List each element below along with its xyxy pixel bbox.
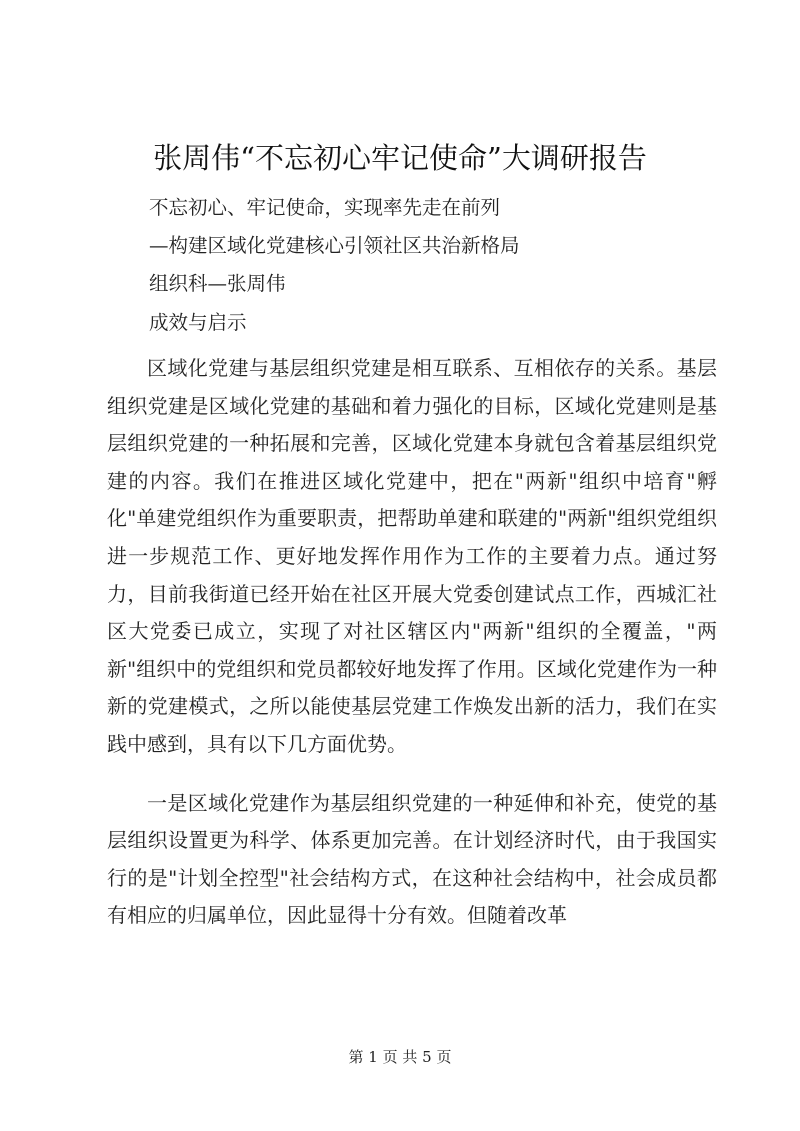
subtitle-line: 不忘初心、牢记使命，实现率先走在前列 <box>149 196 501 219</box>
document-title: 张周伟“不忘初心牢记使命”大调研报告 <box>153 141 647 175</box>
body-paragraph: 区域化党建与基层组织党建是相互联系、互相依存的关系。基层组织党建是区域化党建的基础和着力强化的目标，区域化党建则是基层组织党建的一种拓展和完善，区域化党建本身就包含着基层组织党建的内容。我们在推进区域化党建中，把在"两新"组织中培育"孵化"单建党组织作为重要职责，把帮助单建和联建的"两新"组织党组织进一步规范工作、更好地发挥作用作为工作的主要着力点。通过努力，目前我街道已经开始在社区开展大党委创建试点工作，西城汇社区大党委已成立，实现了对社区辖区内"两新"组织的全覆盖，"两新"组织中的党组织和党员都较好地发挥了作用。区域化党建作为一种新的党建模式，之所以能使基层党建工作焕发出新的活力，我们在实践中感到，具有以下几方面优势。 <box>107 356 717 756</box>
section-heading: 成效与启示 <box>149 311 247 334</box>
body-paragraph: 一是区域化党建作为基层组织党建的一种延伸和补充，使党的基层组织设置更为科学、体系更加完善。在计划经济时代，由于我国实行的是"计划全控型"社会结构方式，在这种社会结构中，社会成员都有相应的归属单位，因此显得十分有效。但随着改革 <box>107 790 717 928</box>
author-line: 组织科—张周伟 <box>149 272 286 295</box>
page-footer: 第 1 页 共 5 页 <box>348 1048 452 1066</box>
document-body <box>107 350 717 935</box>
subtitle-line: —构建区域化党建核心引领社区共治新格局 <box>149 234 520 257</box>
